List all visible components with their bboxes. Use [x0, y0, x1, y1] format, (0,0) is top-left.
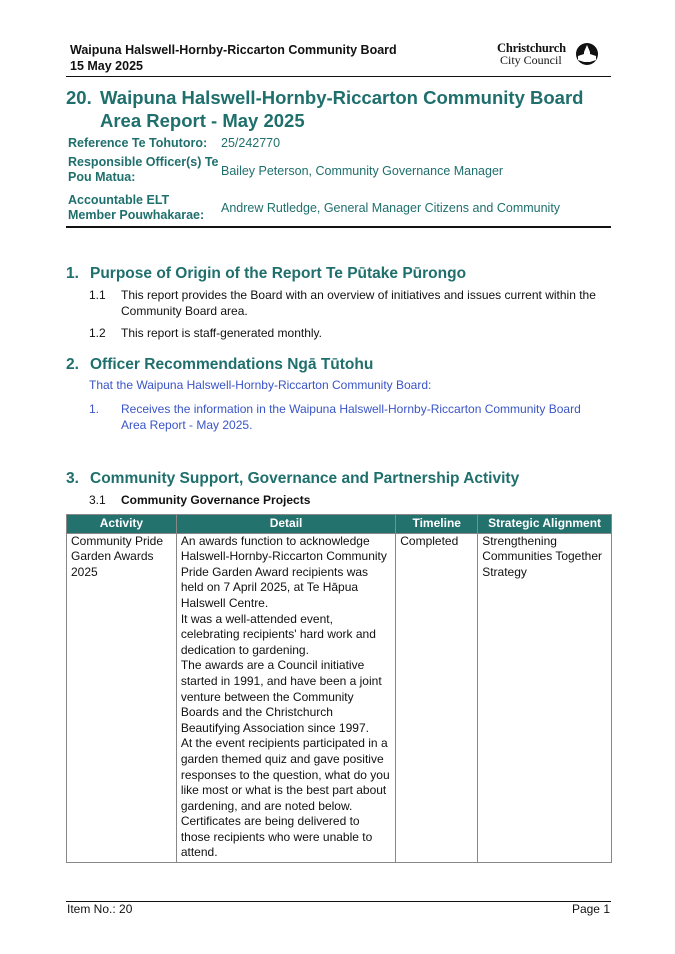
- section-1-title: Purpose of Origin of the Report Te Pūtake Pūrongo: [90, 265, 467, 282]
- reference-value: 25/242770: [221, 136, 281, 150]
- header-board-name: [70, 42, 397, 74]
- council-logo: [497, 41, 601, 69]
- officer-label-line2: Pou Matua:: [68, 170, 136, 184]
- meeting-date: 15 May 2025: [70, 59, 143, 73]
- board-name: Waipuna Halswell-Hornby-Riccarton Community Board: [70, 43, 397, 57]
- cell-strategic-alignment: Strengthening Communities Together Strategy: [478, 533, 612, 862]
- logo-text-line2: City Council: [500, 53, 562, 67]
- detail-paragraph: At the event recipients participated in a garden themed quiz and gave positive responses to the question, what do you like most or what is the best part about gardening, and are noted below.: [180, 736, 390, 813]
- officer-label: [68, 155, 219, 185]
- report-number: 20.: [66, 87, 92, 108]
- meta-rule: [66, 226, 611, 228]
- report-title-text: Waipuna Halswell-Hornby-Riccarton Community Board Area Report - May 2025: [100, 87, 584, 131]
- elt-label-line1: Accountable ELT: [68, 193, 170, 207]
- elt-label: [68, 193, 204, 223]
- para-1-1-text: This report provides the Board with an overview of initiatives and issues current within the Community Board area.: [121, 288, 596, 318]
- cathedral-logo-icon: [575, 42, 599, 66]
- section-2-title: Officer Recommendations Ngā Tūtohu: [90, 356, 374, 373]
- officer-label-line1: Responsible Officer(s) Te: [68, 155, 219, 169]
- header-rule: [66, 76, 611, 77]
- recommendation-1: [89, 401, 609, 435]
- elt-value: Andrew Rutledge, General Manager Citizens and Community: [221, 201, 561, 215]
- section-2-heading: [66, 356, 626, 376]
- section-3-heading: [66, 470, 626, 490]
- subsection-3-1-number: 3.1: [89, 493, 106, 507]
- elt-label-line2: Member Pouwhakarae:: [68, 208, 205, 222]
- column-header-detail: Detail: [176, 515, 395, 534]
- logo-text-line1: Christchurch: [497, 41, 566, 55]
- recommendation-1-text: Receives the information in the Waipuna Halswell-Hornby-Riccarton Community Board Area Report - May 2025.: [121, 402, 581, 432]
- para-1-2: [89, 325, 609, 343]
- officer-value: Bailey Peterson, Community Governance Manager: [221, 164, 504, 178]
- governance-projects-table: [66, 514, 612, 863]
- footer-rule: [66, 901, 611, 902]
- para-1-1-number: 1.1: [89, 288, 106, 302]
- detail-paragraph: An awards function to acknowledge Halswell-Hornby-Riccarton Community Pride Garden Award recipients was held on 7 April 2025, at Te Hāpua Halswell Centre.: [180, 533, 387, 610]
- section-3-number: 3.: [66, 470, 79, 487]
- column-header-strategic-alignment: Strategic Alignment: [478, 515, 612, 534]
- table-row: [67, 533, 612, 862]
- section-3-title: Community Support, Governance and Partnership Activity: [90, 470, 520, 487]
- section-2-number: 2.: [66, 356, 79, 373]
- section-1-heading: [66, 265, 626, 285]
- table-header-row: [67, 515, 612, 534]
- detail-paragraph: The awards are a Council initiative started in 1991, and have been a joint venture between the Community Boards and the Christchurch Beautifying Association since 1997.: [180, 658, 382, 735]
- report-title: [66, 86, 626, 136]
- section-1-number: 1.: [66, 265, 79, 282]
- para-1-1: [89, 287, 609, 321]
- detail-paragraph: Certificates are being delivered to those recipients who were unable to attend.: [180, 814, 373, 860]
- column-header-timeline: Timeline: [396, 515, 478, 534]
- reference-label: Reference Te Tohutoro:: [68, 136, 208, 150]
- column-header-activity: Activity: [67, 515, 177, 534]
- footer-item-number: Item No.: 20: [67, 902, 133, 916]
- detail-paragraph: It was a well-attended event, celebrating recipients' hard work and dedication to gardening.: [180, 611, 376, 657]
- recommendation-1-number: 1.: [89, 402, 100, 416]
- subsection-3-1: [89, 492, 489, 510]
- cell-timeline: Completed: [396, 533, 478, 862]
- cell-activity: Community Pride Garden Awards 2025: [67, 533, 177, 862]
- footer-page-number: Page 1: [571, 902, 610, 916]
- para-1-2-number: 1.2: [89, 326, 106, 340]
- cell-detail: [176, 533, 395, 862]
- subsection-3-1-title: Community Governance Projects: [121, 493, 311, 507]
- recommendation-intro: That the Waipuna Halswell-Hornby-Riccarton Community Board:: [89, 378, 432, 392]
- para-1-2-text: This report is staff-generated monthly.: [121, 326, 322, 340]
